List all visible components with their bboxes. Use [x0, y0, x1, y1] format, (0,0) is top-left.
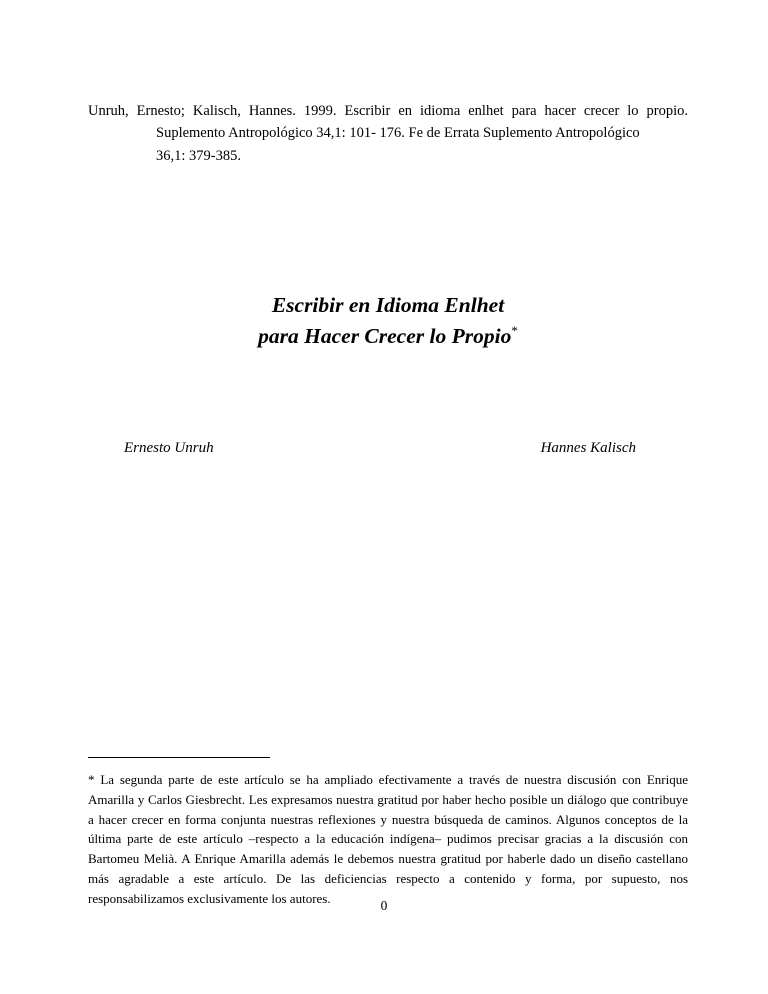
- footnote-paragraph: [88, 770, 688, 908]
- footnote-separator-rule: [88, 757, 270, 758]
- citation-line-2: Suplemento Antropológico 34,1: 101- 176. Fe de Errata Suplemento Antropológico: [156, 125, 640, 142]
- title-footnote-marker: *: [511, 323, 518, 339]
- citation-block: [88, 100, 688, 167]
- title-line-1: Escribir en Idioma Enlhet: [271, 293, 505, 317]
- author-left: Ernesto Unruh: [124, 440, 214, 456]
- author-right: Hannes Kalisch: [540, 440, 636, 456]
- title-line-2-wrapper: [88, 321, 688, 352]
- page-number: 0: [380, 898, 388, 913]
- footnote-marker: *: [88, 772, 95, 787]
- footnote-text: La segunda parte de este artículo se ha ampliado efectivamente a través de nuestra discusión con Enrique Amarilla y Carlos Giesbrecht. Les expresamos nuestra gratitud por haber hecho posible un diálogo que contribuye a hacer crecer en forma conjunta nuestras reflexiones y nuestra búsqueda de caminos. Algunos conceptos de la última parte de este artículo –respecto a la educación indígena– pudimos precisar gracias a la discusión con Bartomeu Melià. A Enrique Amarilla además le debemos nuestra gratitud por haberle dado un diseño castellano más agradable a este artículo. De las deficiencias respecto a contenido y forma, por supuesto, nos responsabilizamos exclusivamente los autores.: [88, 772, 688, 906]
- footnote-block: [88, 770, 688, 908]
- citation-line-3: 36,1: 379-385.: [156, 147, 241, 164]
- title-line-2: para Hacer Crecer lo Propio: [258, 324, 512, 349]
- citation-line-1: Unruh, Ernesto; Kalisch, Hannes. 1999. Escribir en idioma enlhet para hacer crecer lo propio.: [88, 103, 688, 119]
- author-line: [88, 440, 688, 457]
- page-title: [88, 290, 688, 352]
